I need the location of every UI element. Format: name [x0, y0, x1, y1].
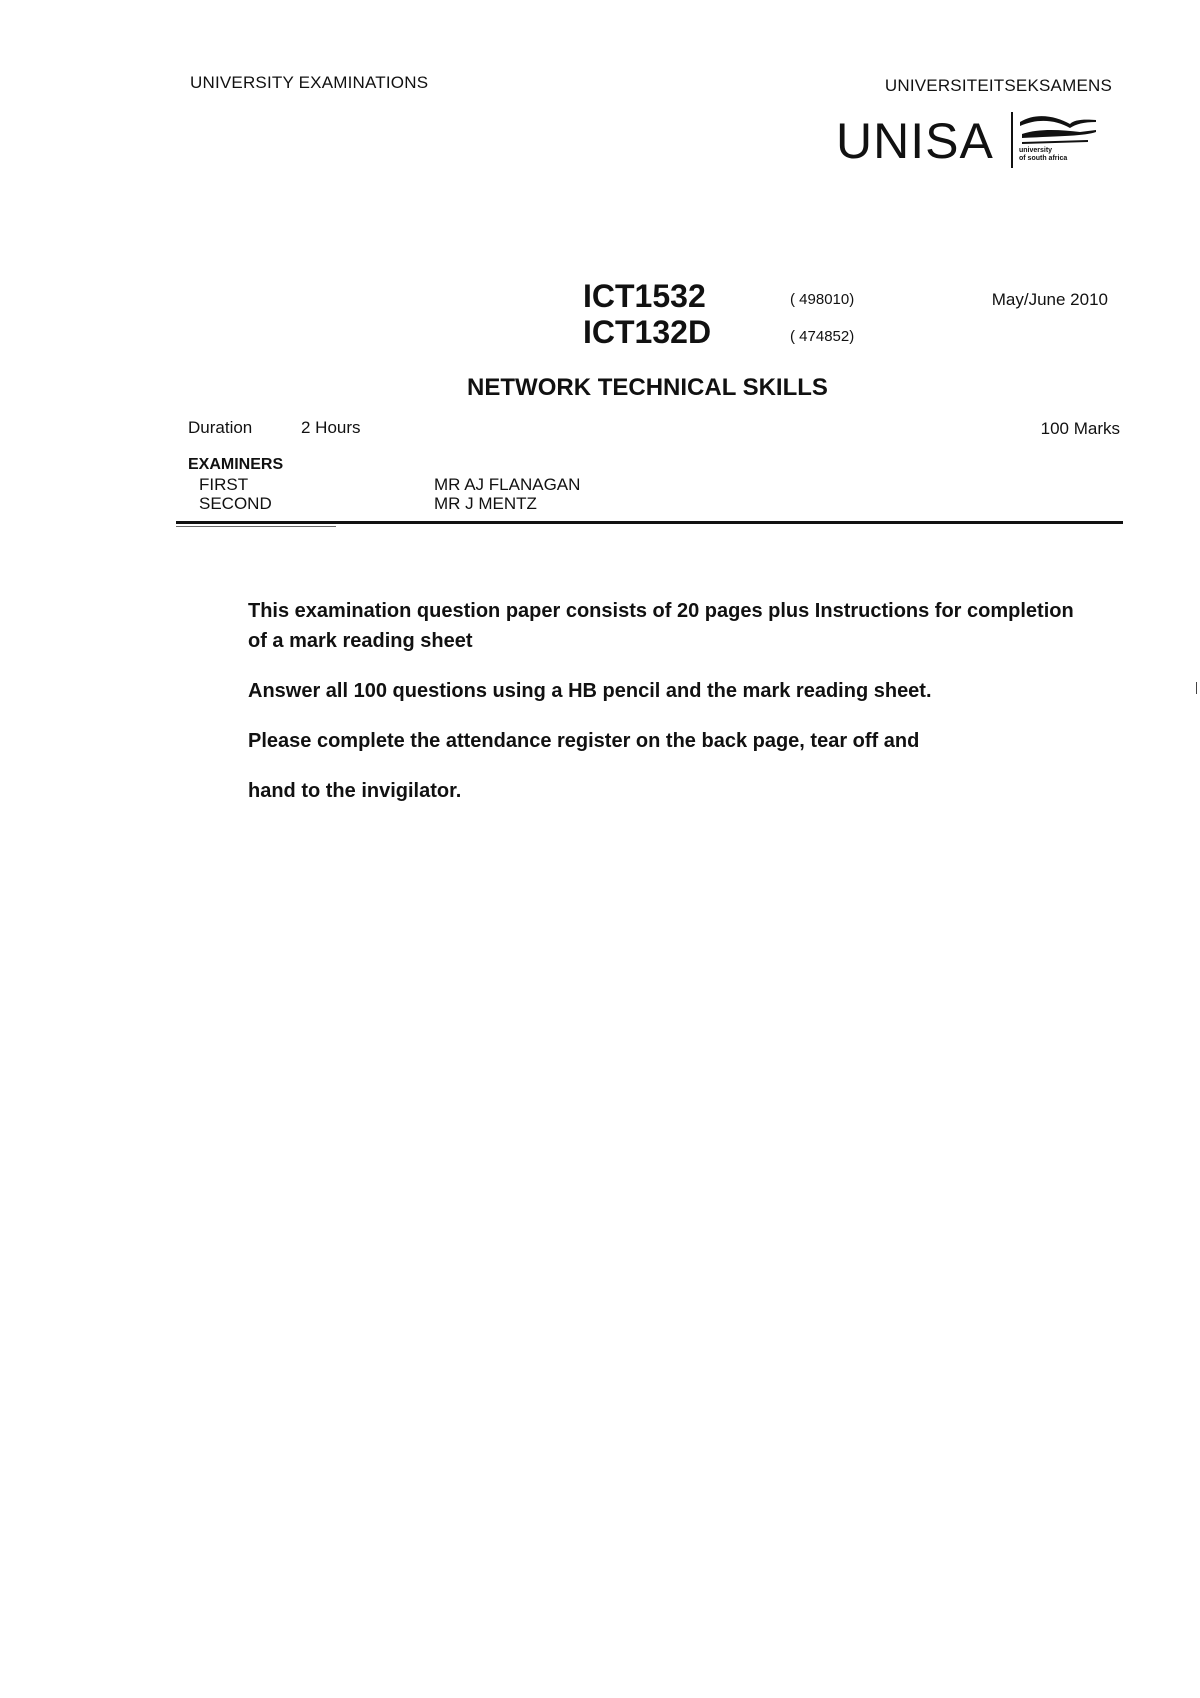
duration-label: Duration: [188, 418, 253, 437]
exam-session: May/June 2010: [991, 290, 1108, 309]
instruction-pages: This examination question paper consists of 20 pages plus Instructions for completion of a mark reading sheet: [248, 600, 1074, 652]
duration-value: 2 Hours: [301, 418, 361, 437]
header-divider-shadow: [176, 526, 336, 527]
universiteitseksamens-heading: UNIVERSITEITSEKSAMENS: [884, 76, 1112, 95]
first-examiner-role: FIRST: [199, 475, 249, 494]
second-examiner-name: MR J MENTZ: [434, 494, 537, 513]
logo-wordmark: UNISA: [836, 113, 994, 169]
paper-number-2: ( 474852): [790, 328, 855, 345]
margin-mark: [1196, 682, 1197, 694]
logo-divider: [1011, 112, 1013, 168]
total-marks: 100 Marks: [1040, 419, 1120, 438]
examiners-heading: EXAMINERS: [188, 456, 284, 473]
logo-subtext: [1019, 147, 1067, 163]
logo-subtext-line2: of south africa: [1019, 155, 1068, 162]
course-code-1: ICT1532: [583, 278, 706, 314]
subject-title: NETWORK TECHNICAL SKILLS: [467, 374, 828, 401]
header-divider: [176, 521, 1123, 524]
course-code-2: ICT132D: [583, 314, 712, 350]
university-examinations-heading: UNIVERSITY EXAMINATIONS: [190, 73, 429, 92]
instruction-answer-all: Answer all 100 questions using a HB pencil and the mark reading sheet.: [248, 680, 932, 702]
paper-number-1: ( 498010): [790, 291, 855, 308]
logo-subtext-line1: university: [1019, 147, 1053, 154]
unisa-logo: [836, 110, 1101, 170]
instruction-hand-to-invigilator: hand to the invigilator.: [248, 780, 462, 802]
second-examiner-role: SECOND: [199, 494, 272, 513]
first-examiner-name: MR AJ FLANAGAN: [434, 475, 581, 494]
instruction-attendance-register: Please complete the attendance register on the back page, tear off and: [248, 730, 920, 752]
